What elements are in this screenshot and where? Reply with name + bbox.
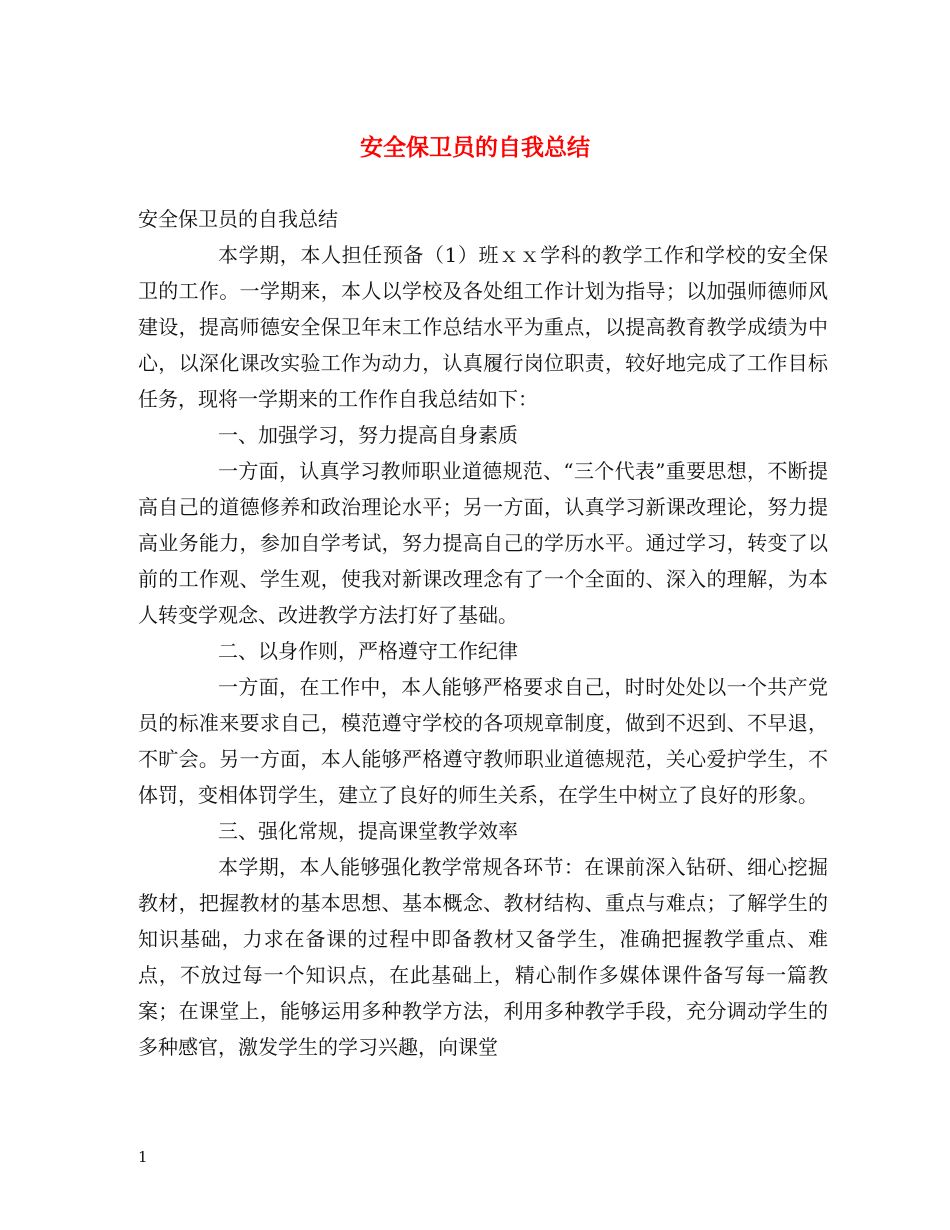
body-paragraph: 一方面，认真学习教师职业道德规范、“三个代表”重要思想，不断提高自己的道德修养和政治理论水平；另一方面，认真学习新课改理论，努力提高业务能力，参加自学考试，努力提高自己的学历水平。通过学习，转变了以前的工作观、学生观，使我对新课改理念有了一个全面的、深入的理解，为本人转变学观念、改进教学方法打好了基础。: [138, 459, 828, 627]
document-body: [138, 201, 828, 1065]
body-paragraph: 二、以身作则，严格遵守工作纪律: [218, 639, 518, 663]
body-paragraph: 本学期，本人担任预备（1）班ｘｘ学科的教学工作和学校的安全保卫的工作。一学期来，本人以学校及各处组工作计划为指导；以加强师德师风建设，提高师德安全保卫年末工作总结水平为重点，以提高教育教学成绩为中心，以深化课改实验工作为动力，认真履行岗位职责，较好地完成了工作目标任务，现将一学期来的工作作自我总结如下：: [138, 243, 828, 411]
document-title: 安全保卫员的自我总结: [360, 134, 590, 161]
page-number: 1: [138, 1148, 148, 1166]
body-paragraph: 一方面，在工作中，本人能够严格要求自己，时时处处以一个共产党员的标准来要求自己，模范遵守学校的各项规章制度，做到不迟到、不早退，不旷会。另一方面，本人能够严格遵守教师职业道德规范，关心爱护学生，不体罚，变相体罚学生，建立了良好的师生关系，在学生中树立了良好的形象。: [138, 675, 828, 807]
document-subtitle: 安全保卫员的自我总结: [138, 207, 338, 231]
body-paragraph: 本学期，本人能够强化教学常规各环节：在课前深入钻研、细心挖掘教材，把握教材的基本思想、基本概念、教材结构、重点与难点；了解学生的知识基础，力求在备课的过程中即备教材又备学生，准确把握教学重点、难点，不放过每一个知识点，在此基础上，精心制作多媒体课件备写每一篇教案；在课堂上，能够运用多种教学方法，利用多种教学手段，充分调动学生的多种感官，激发学生的学习兴趣，向课堂: [138, 855, 828, 1059]
body-paragraph: 一、加强学习，努力提高自身素质: [218, 423, 518, 447]
body-paragraph: 三、强化常规，提高课堂教学效率: [218, 819, 518, 843]
